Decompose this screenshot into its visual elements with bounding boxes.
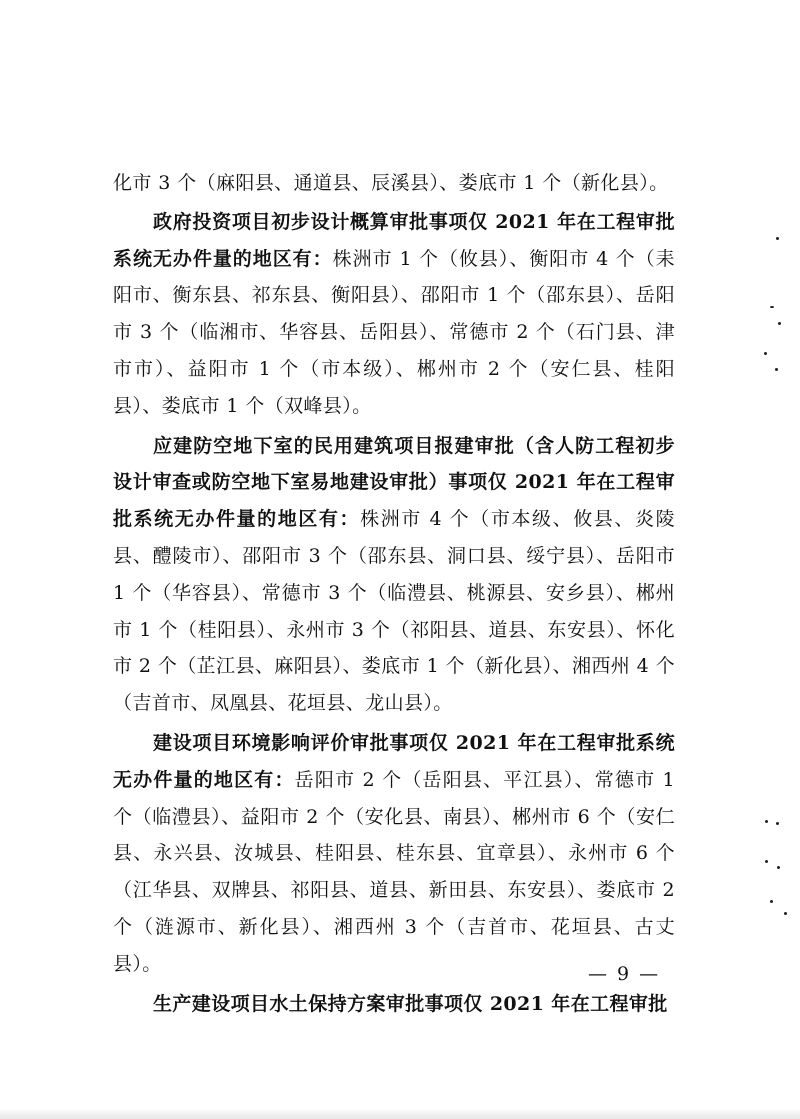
paragraph-lead: 政府投资项目初步设计概算审批事项仅 2021 年在工程审批系统无办件量的地区有： bbox=[113, 210, 675, 270]
paragraph-body: 岳阳市 2 个（岳阳县、平江县）、常德市 1 个（临澧县）、益阳市 2 个（安化县、南县）、郴州市 6 个（安仁县、永兴县、汝城县、桂阳县、桂东县、宜章县）、永州市 6 个（江华县、双牌县、祁阳县、道县、新田县、东安县）、娄底市 2 个（涟源市、新化县）、湘西州 3 个（吉首市、花垣县、古丈县）。 bbox=[113, 768, 675, 975]
paragraph-soil-conservation bbox=[113, 986, 675, 1023]
paragraph-environmental-assessment bbox=[113, 725, 675, 983]
paragraph-body: 株洲市 4 个（市本级、攸县、炎陵县、醴陵市）、邵阳市 3 个（邵东县、洞口县、绥宁县）、岳阳市 1 个（华容县）、常德市 3 个（临澧县、桃源县、安乡县）、郴州市 1 个（桂阳县）、永州市 3 个（祁阳县、道县、东安县）、怀化市 2 个（芷江县、麻阳县）、娄底市 1 个（新化县）、湘西州 4 个（吉首市、凤凰县、花垣县、龙山县）。 bbox=[113, 508, 675, 715]
paragraph-lead: 建设项目环境影响评价审批事项仅 2021 年在工程审批系统无办件量的地区有： bbox=[113, 731, 675, 791]
paragraph-lead: 应建防空地下室的民用建筑项目报建审批（含人防工程初步设计审查或防空地下室易地建设审批）事项仅 2021 年在工程审批系统无办件量的地区有： bbox=[113, 434, 675, 531]
scan-bottom-edge bbox=[0, 1108, 800, 1119]
body-text bbox=[113, 165, 675, 1022]
scan-speck bbox=[778, 322, 781, 325]
scan-speck bbox=[776, 237, 779, 240]
paragraph-body: 株洲市 1 个（攸县）、衡阳市 4 个（耒阳市、衡东县、祁东县、衡阳县）、邵阳市 1 个（邵东县）、岳阳市 3 个（临湘市、华容县、岳阳县）、常德市 2 个（石门县、津市市）、益阳市 1 个（市本级）、郴州市 2 个（安仁县、桂阳县）、娄底市 1 个（双峰县）。 bbox=[113, 247, 675, 417]
scan-speck bbox=[777, 866, 780, 869]
paragraph-civil-air-defense bbox=[113, 428, 675, 722]
scan-speck bbox=[784, 912, 787, 915]
scan-speck bbox=[765, 820, 768, 823]
scan-speck bbox=[764, 352, 767, 355]
scan-speck bbox=[776, 822, 779, 825]
scan-speck bbox=[770, 306, 774, 308]
scan-speck bbox=[765, 860, 768, 863]
scan-speck bbox=[775, 368, 778, 371]
paragraph-budget-approval bbox=[113, 204, 675, 425]
paragraph-lead: 生产建设项目水土保持方案审批事项仅 2021 年在工程审批 bbox=[153, 992, 668, 1015]
scan-speck bbox=[770, 900, 773, 903]
page-number: — 9 — bbox=[588, 963, 661, 985]
paragraph-continuation: 化市 3 个（麻阳县、通道县、辰溪县）、娄底市 1 个（新化县）。 bbox=[113, 172, 669, 194]
